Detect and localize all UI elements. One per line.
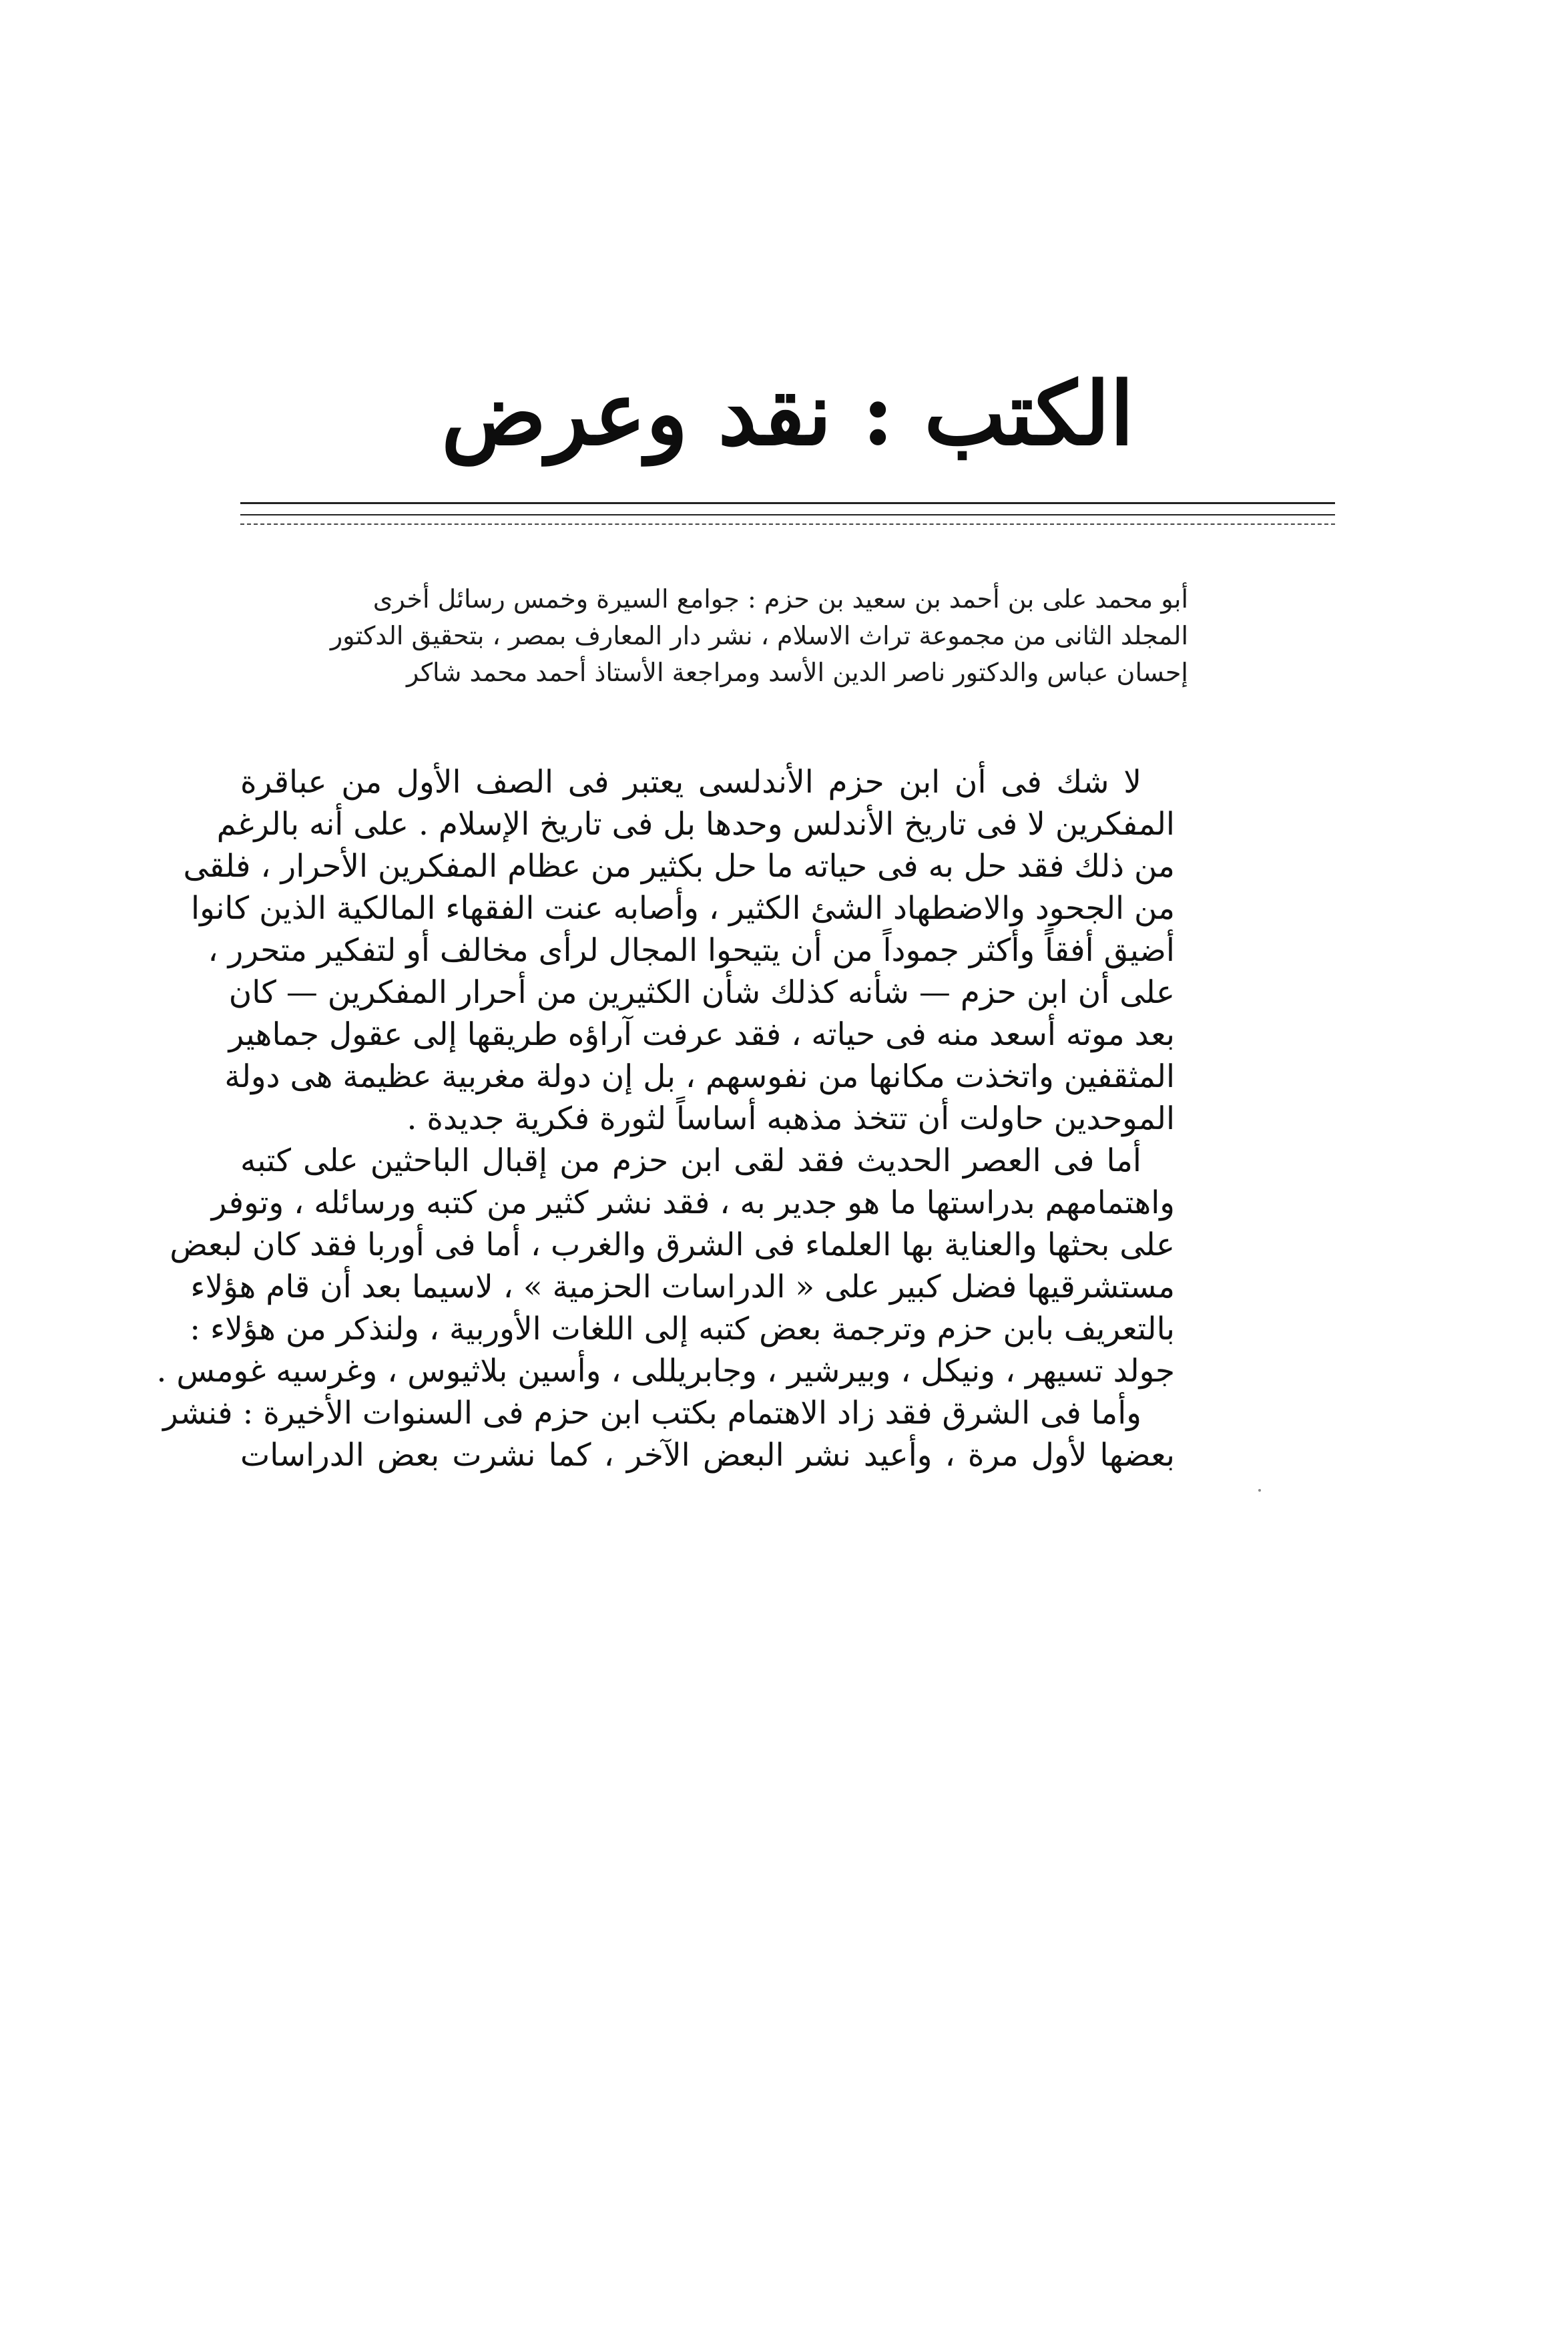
body-line: على بحثها والعناية بها العلماء فى الشرق والغرب ، أما فى أوربا فقد كان لبعض — [170, 1227, 1175, 1263]
body-line: أضيق أفقاً وأكثر جموداً من أن يتيحوا المجال لرأى مخالف أو لتفكير متحرر ، — [208, 932, 1175, 969]
title-rule-top — [240, 502, 1335, 504]
body-line: وأما فى الشرق فقد زاد الاهتمام بكتب ابن حزم فى السنوات الأخيرة : فنشر — [163, 1395, 1141, 1432]
body-line: من ذلك فقد حل به فى حياته ما حل بكثير من عظام المفكرين الأحرار ، فلقى — [183, 848, 1175, 885]
body-line: بالتعريف بابن حزم وترجمة بعض كتبه إلى اللغات الأوربية ، ولنذكر من هؤلاء : — [190, 1311, 1175, 1347]
title-rule-middle — [240, 514, 1335, 515]
body-line: المفكرين لا فى تاريخ الأندلس وحدها بل فى تاريخ الإسلام . على أنه بالرغم — [216, 806, 1175, 843]
body-line: أما فى العصر الحديث فقد لقى ابن حزم من إقبال الباحثين على كتبه — [240, 1142, 1141, 1179]
body-line: جولد تسيهر ، ونيكل ، وبيرشير ، وجابريللى ، وأسين بلاثيوس ، وغرسيه غومس . — [156, 1353, 1175, 1390]
body-line: المثقفين واتخذت مكانها من نفوسهم ، بل إن دولة مغربية عظيمة هى دولة — [224, 1058, 1175, 1095]
title-rule-bottom — [240, 523, 1335, 525]
body-line: بعد موته أسعد منه فى حياته ، فقد عرفت آراؤه طريقها إلى عقول جماهير — [228, 1016, 1175, 1053]
scan-speck — [1258, 1489, 1261, 1492]
body-line: مستشرقيها فضل كبير على « الدراسات الحزمية » ، لاسيما بعد أن قام هؤلاء — [190, 1269, 1175, 1305]
body-line: بعضها لأول مرة ، وأعيد نشر البعض الآخر ، كما نشرت بعض الدراسات — [240, 1437, 1175, 1474]
body-line: الموحدين حاولت أن تتخذ مذهبه أساساً لثورة فكرية جديدة . — [407, 1100, 1175, 1137]
page-title: الكتب : نقد وعرض — [441, 363, 1134, 465]
citation-line: أبو محمد على بن أحمد بن سعيد بن حزم : جوامع السيرة وخمس رسائل أخرى — [372, 584, 1188, 614]
book-citation — [330, 581, 1188, 691]
citation-line: المجلد الثانى من مجموعة تراث الاسلام ، نشر دار المعارف بمصر ، بتحقيق الدكتور — [330, 621, 1188, 650]
body-line: على أن ابن حزم — شأنه كذلك شأن الكثيرين من أحرار المفكرين — كان — [228, 974, 1175, 1011]
body-line: من الجحود والاضطهاد الشئ الكثير ، وأصابه عنت الفقهاء المالكية الذين كانوا — [191, 890, 1175, 927]
body-line: واهتمامهم بدراستها ما هو جدير به ، فقد نشر كثير من كتبه ورسائله ، وتوفر — [211, 1185, 1175, 1221]
review-body — [156, 761, 1175, 1476]
citation-line: إحسان عباس والدكتور ناصر الدين الأسد ومراجعة الأستاذ أحمد محمد شاكر — [407, 658, 1188, 687]
body-line: لا شك فى أن ابن حزم الأندلسى يعتبر فى الصف الأول من عباقرة — [240, 764, 1141, 801]
